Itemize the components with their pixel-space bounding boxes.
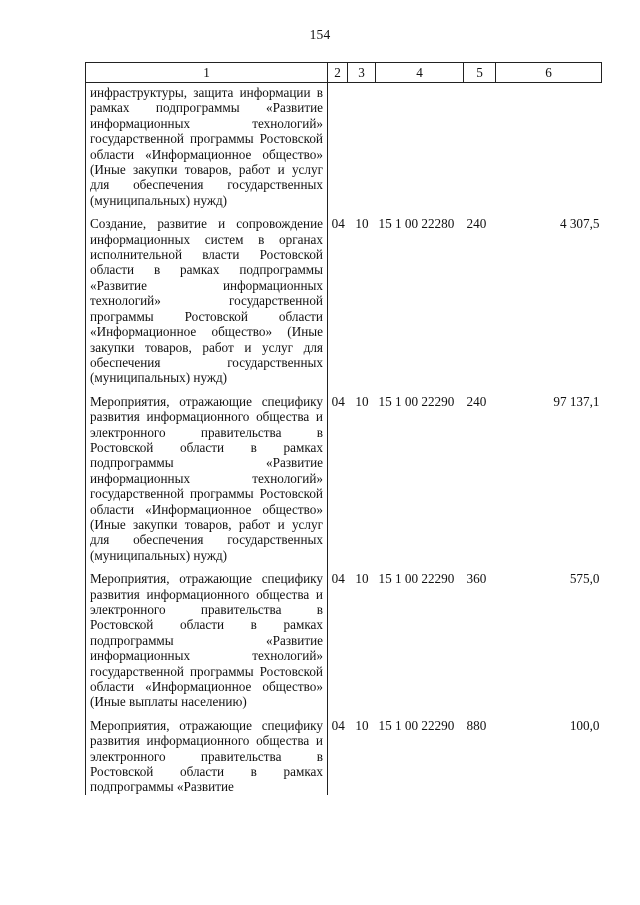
row-amount: 97 137,1 [553, 393, 600, 409]
row-expense-type: 360 [466, 571, 487, 587]
column-header: 4 [376, 63, 464, 83]
row-subsection: 10 [355, 717, 369, 733]
row-amount: 575,0 [569, 571, 600, 587]
column-header: 3 [348, 63, 376, 83]
row-expense-type: 240 [466, 393, 487, 409]
table-row [86, 83, 602, 209]
row-subsection [348, 83, 376, 209]
table-row [86, 386, 602, 563]
column-header: 5 [464, 63, 496, 83]
row-section: 04 [331, 571, 345, 587]
row-target-code: 15 1 00 22290 [378, 717, 455, 733]
row-description: инфраструктуры, защита информации в рамках подпрограммы «Развитие информационных технологий» государственной программы Ростовской области «Информационное общество» (Иные закупки товаров, работ и услуг для обеспечения государственных (муниципальных) нужд) [86, 83, 328, 209]
row-subsection: 10 [355, 571, 369, 587]
row-amount [496, 83, 602, 209]
row-subsection: 10 [355, 216, 369, 232]
row-description: Создание, развитие и сопровождение информационных систем в органах исполнительной власти Ростовской области в рамках подпрограммы «Развитие информационных технологий» государственной программы Ростовской области «Информационное общество» (Иные закупки товаров, работ и услуг для обеспечения государственных (муниципальных) нужд) [86, 208, 328, 385]
column-header: 2 [328, 63, 348, 83]
table-row [86, 710, 602, 795]
budget-table [85, 62, 602, 795]
row-section: 04 [331, 393, 345, 409]
row-expense-type: 880 [466, 717, 487, 733]
row-target-code: 15 1 00 22290 [378, 393, 455, 409]
row-section: 04 [331, 717, 345, 733]
row-description: Мероприятия, отражающие специфику развития информационного общества и электронного правительства в Ростовской области в рамках подпрограммы «Развитие информационных технологий» государственной программы Ростовской области «Информационное общество» (Иные закупки товаров, работ и услуг для обеспечения государственных (муниципальных) нужд) [86, 386, 328, 563]
row-target-code: 15 1 00 22290 [378, 571, 455, 587]
row-expense-type: 240 [466, 216, 487, 232]
table-row [86, 563, 602, 710]
row-target-code: 15 1 00 22280 [378, 216, 455, 232]
row-description: Мероприятия, отражающие специфику развития информационного общества и электронного правительства в Ростовской области в рамках подпрограммы «Развитие информационных технологий» государственной программы Ростовской области «Информационное общество» (Иные выплаты населению) [86, 563, 328, 710]
row-amount: 4 307,5 [559, 216, 600, 232]
row-target-code [376, 83, 464, 209]
table-header-row [86, 63, 602, 83]
column-header: 6 [496, 63, 602, 83]
row-description: Мероприятия, отражающие специфику развития информационного общества и электронного правительства в Ростовской области в рамках подпрограммы «Развитие [86, 710, 328, 795]
row-amount: 100,0 [569, 717, 600, 733]
row-section: 04 [331, 216, 345, 232]
page-number: 154 [309, 27, 331, 42]
row-section [328, 83, 348, 209]
table-row [86, 208, 602, 385]
row-subsection: 10 [355, 393, 369, 409]
column-header: 1 [86, 63, 328, 83]
row-expense-type [464, 83, 496, 209]
